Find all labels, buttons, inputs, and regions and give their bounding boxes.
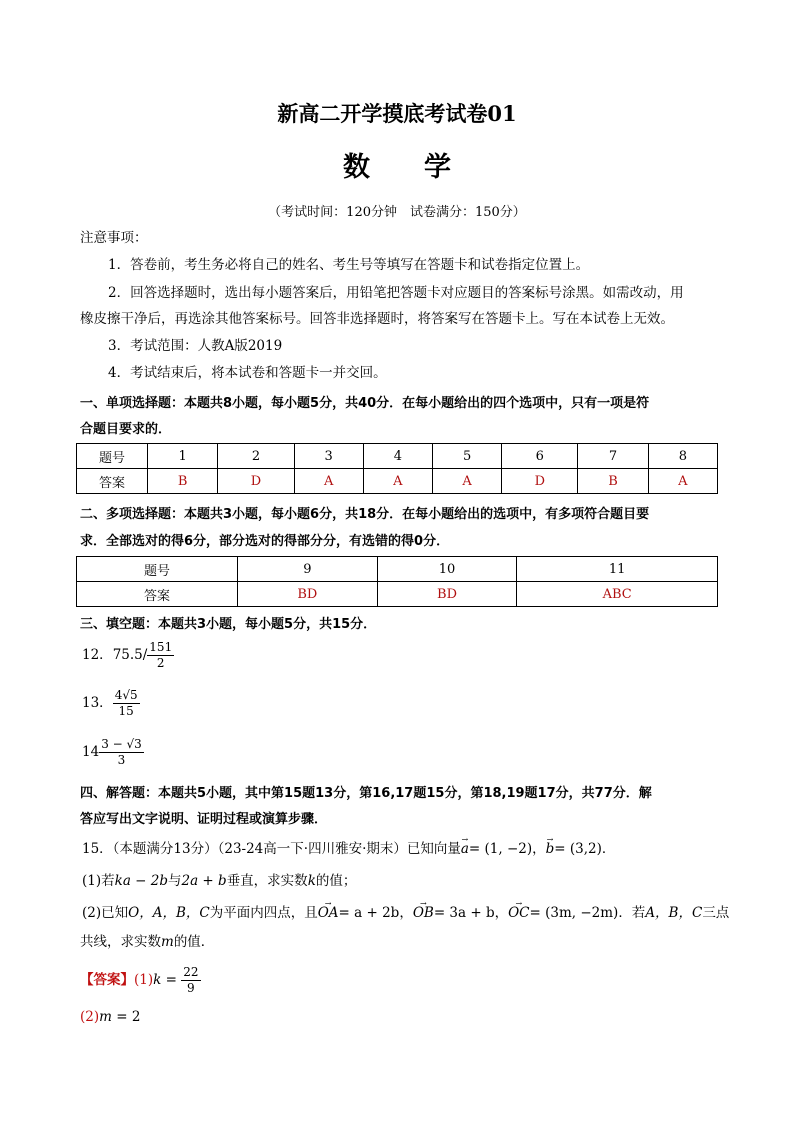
answer-cell: A xyxy=(648,469,717,494)
subject-char-2: 学 xyxy=(424,152,451,183)
part1-k: k xyxy=(114,873,123,889)
vector-a: → a xyxy=(461,840,469,858)
q13-label: 13． xyxy=(82,695,113,711)
table-row-answers xyxy=(77,469,718,494)
answer-cell: D xyxy=(502,469,578,494)
exam-title: 新高二开学摸底考试卷01 xyxy=(277,101,517,126)
note-item-3: 3．考试范围：人教A版2019 xyxy=(108,338,283,354)
part1-tail: 的值； xyxy=(315,873,357,889)
q14-denominator: 3 xyxy=(117,753,126,767)
notes-heading: 注意事项： xyxy=(80,230,148,246)
answer-12 xyxy=(82,640,174,671)
answer-cell: B xyxy=(578,469,648,494)
table-row-questions xyxy=(77,557,718,582)
answer-tag: 【答案】 xyxy=(80,972,134,988)
answer-cell: BD xyxy=(377,582,517,607)
answer2-equals: = 2 xyxy=(111,1009,141,1025)
vector-b-value: = (3,2) xyxy=(554,841,602,857)
q13-denominator: 15 xyxy=(118,704,134,718)
part2-tail: 三点 xyxy=(702,905,730,921)
vector-oc-value: = (3m, −2m) xyxy=(529,905,619,921)
part2-points: O，A，B，C xyxy=(128,905,210,921)
exam-info: （考试时间：120分钟 试卷满分：150分） xyxy=(268,205,526,220)
part2-m: m xyxy=(161,934,174,950)
single-choice-answer-table xyxy=(76,443,718,494)
section1-heading-line-1: 一、单项选择题：本题共8小题，每小题5分，共40分．在每小题给出的四个选项中，只有一项是符 xyxy=(80,396,650,411)
vector-b: → b xyxy=(546,840,555,858)
question-number: 11 xyxy=(517,557,718,582)
vector-a-value: = (1, −2) xyxy=(468,841,533,857)
question-number: 8 xyxy=(648,444,717,469)
question-number: 6 xyxy=(502,444,578,469)
q15-stem xyxy=(82,840,615,858)
period: ． xyxy=(601,841,616,857)
part2-mid: 为平面内四点，且 xyxy=(209,905,318,921)
answer1-prefix: (1) xyxy=(134,972,154,988)
separator: ， xyxy=(494,905,509,921)
section2-heading-line-2: 求．全部选对的得6分，部分选对的得部分分，有选错的得0分． xyxy=(80,534,450,549)
part1-k-2: k xyxy=(307,873,316,889)
answer-cell: BD xyxy=(238,582,378,607)
question-number: 1 xyxy=(148,444,218,469)
vector-oa-value: = a + 2b xyxy=(338,905,400,921)
q15-part-1 xyxy=(82,872,356,890)
separator: ， xyxy=(399,905,413,921)
part1-post: 垂直，求实数 xyxy=(226,873,308,889)
answer-13 xyxy=(82,688,140,719)
answer-cell: D xyxy=(218,469,294,494)
note-item-2-line-2: 橡皮擦干净后，再选涂其他答案标号。回答非选择题时，将答案写在答题卡上。写在本试卷上无效。 xyxy=(80,311,674,327)
q12-numerator: 151 xyxy=(149,640,173,654)
part1-expression-1: a − 2b xyxy=(122,873,168,889)
part2-post: ．若 xyxy=(618,905,646,921)
q14-label: 14 xyxy=(82,744,100,760)
answer-14 xyxy=(82,737,144,768)
q15-answer-2 xyxy=(80,1008,140,1026)
q13-fraction xyxy=(113,688,140,719)
vector-ob-value: = 3a + b xyxy=(433,905,495,921)
table-row-answers xyxy=(77,582,718,607)
part1-mid: 与 xyxy=(168,873,182,889)
answer2-m: m xyxy=(99,1009,112,1025)
row-label-answer: 答案 xyxy=(77,469,148,494)
subject-title xyxy=(0,145,794,184)
question-number: 5 xyxy=(432,444,501,469)
note-item-2-line-1: 2．回答选择题时，选出每小题答案后，用铅笔把答题卡对应题目的答案标号涂黑。如需改动，用 xyxy=(108,285,684,301)
q14-numerator: 3 − √3 xyxy=(101,737,142,751)
q12-fraction xyxy=(147,640,174,671)
question-number: 10 xyxy=(377,557,517,582)
q13-numerator: 4√5 xyxy=(114,688,138,702)
q14-fraction xyxy=(99,737,144,768)
q12-denominator: 2 xyxy=(156,656,165,670)
question-number: 2 xyxy=(218,444,294,469)
answer1-numerator: 22 xyxy=(183,965,199,979)
section1-heading-line-2: 合题目要求的． xyxy=(80,422,172,437)
answer1-equals: = xyxy=(161,972,182,988)
part2-prefix: (2)已知 xyxy=(82,905,129,921)
separator: ， xyxy=(532,841,546,857)
answer2-prefix: (2) xyxy=(80,1009,100,1025)
vector-oc: → OC xyxy=(508,904,529,922)
answer-cell: A xyxy=(363,469,432,494)
answer-cell: A xyxy=(294,469,363,494)
question-number: 4 xyxy=(363,444,432,469)
note-item-4: 4．考试结束后，将本试卷和答题卡一并交回。 xyxy=(108,365,387,381)
section3-heading: 三、填空题：本题共3小题，每小题5分，共15分． xyxy=(80,617,377,632)
part2-abc: A，B，C xyxy=(645,905,703,921)
question-number: 7 xyxy=(578,444,648,469)
subject-char-1: 数 xyxy=(343,152,370,183)
answer-cell: ABC xyxy=(517,582,718,607)
section4-heading-line-2: 答应写出文字说明、证明过程或演算步骤． xyxy=(80,812,328,827)
answer-cell: A xyxy=(432,469,501,494)
q15-part-2-line-1 xyxy=(82,904,729,922)
q15-part-2-line-2 xyxy=(80,933,214,951)
q12-label: 12． xyxy=(82,647,113,663)
answer1-fraction xyxy=(181,965,200,996)
section2-heading-line-1: 二、多项选择题：本题共3小题，每小题6分，共18分．在每小题给出的选项中，有多项符合题目要 xyxy=(80,507,650,522)
answer1-denominator: 9 xyxy=(187,981,195,995)
part2-line2-prefix: 共线，求实数 xyxy=(80,934,161,950)
answer1-k: k xyxy=(153,972,162,988)
part1-expression-2: 2a + b xyxy=(181,873,227,889)
q12-value: 75.5/ xyxy=(112,647,148,663)
row-label-question: 题号 xyxy=(77,444,148,469)
answer-cell: B xyxy=(148,469,218,494)
q15-answer-1 xyxy=(80,965,201,996)
row-label-question: 题号 xyxy=(77,557,238,582)
question-number: 3 xyxy=(294,444,363,469)
multi-choice-answer-table xyxy=(76,556,718,607)
vector-ob: → OB xyxy=(413,904,434,922)
q15-intro: 15．（本题满分13分）（23-24高一下·四川雅安·期末）已知向量 xyxy=(82,841,461,857)
table-row-questions xyxy=(77,444,718,469)
question-number: 9 xyxy=(238,557,378,582)
part1-prefix: (1)若 xyxy=(82,873,115,889)
section4-heading-line-1: 四、解答题：本题共5小题，其中第15题13分，第16,17题15分，第18,19题17分，共77分．解 xyxy=(80,786,652,801)
vector-oa: → OA xyxy=(318,904,339,922)
part2-line2-tail: 的值． xyxy=(173,934,215,950)
row-label-answer: 答案 xyxy=(77,582,238,607)
note-item-1: 1．答卷前，考生务必将自己的姓名、考生号等填写在答题卡和试卷指定位置上。 xyxy=(108,257,590,273)
